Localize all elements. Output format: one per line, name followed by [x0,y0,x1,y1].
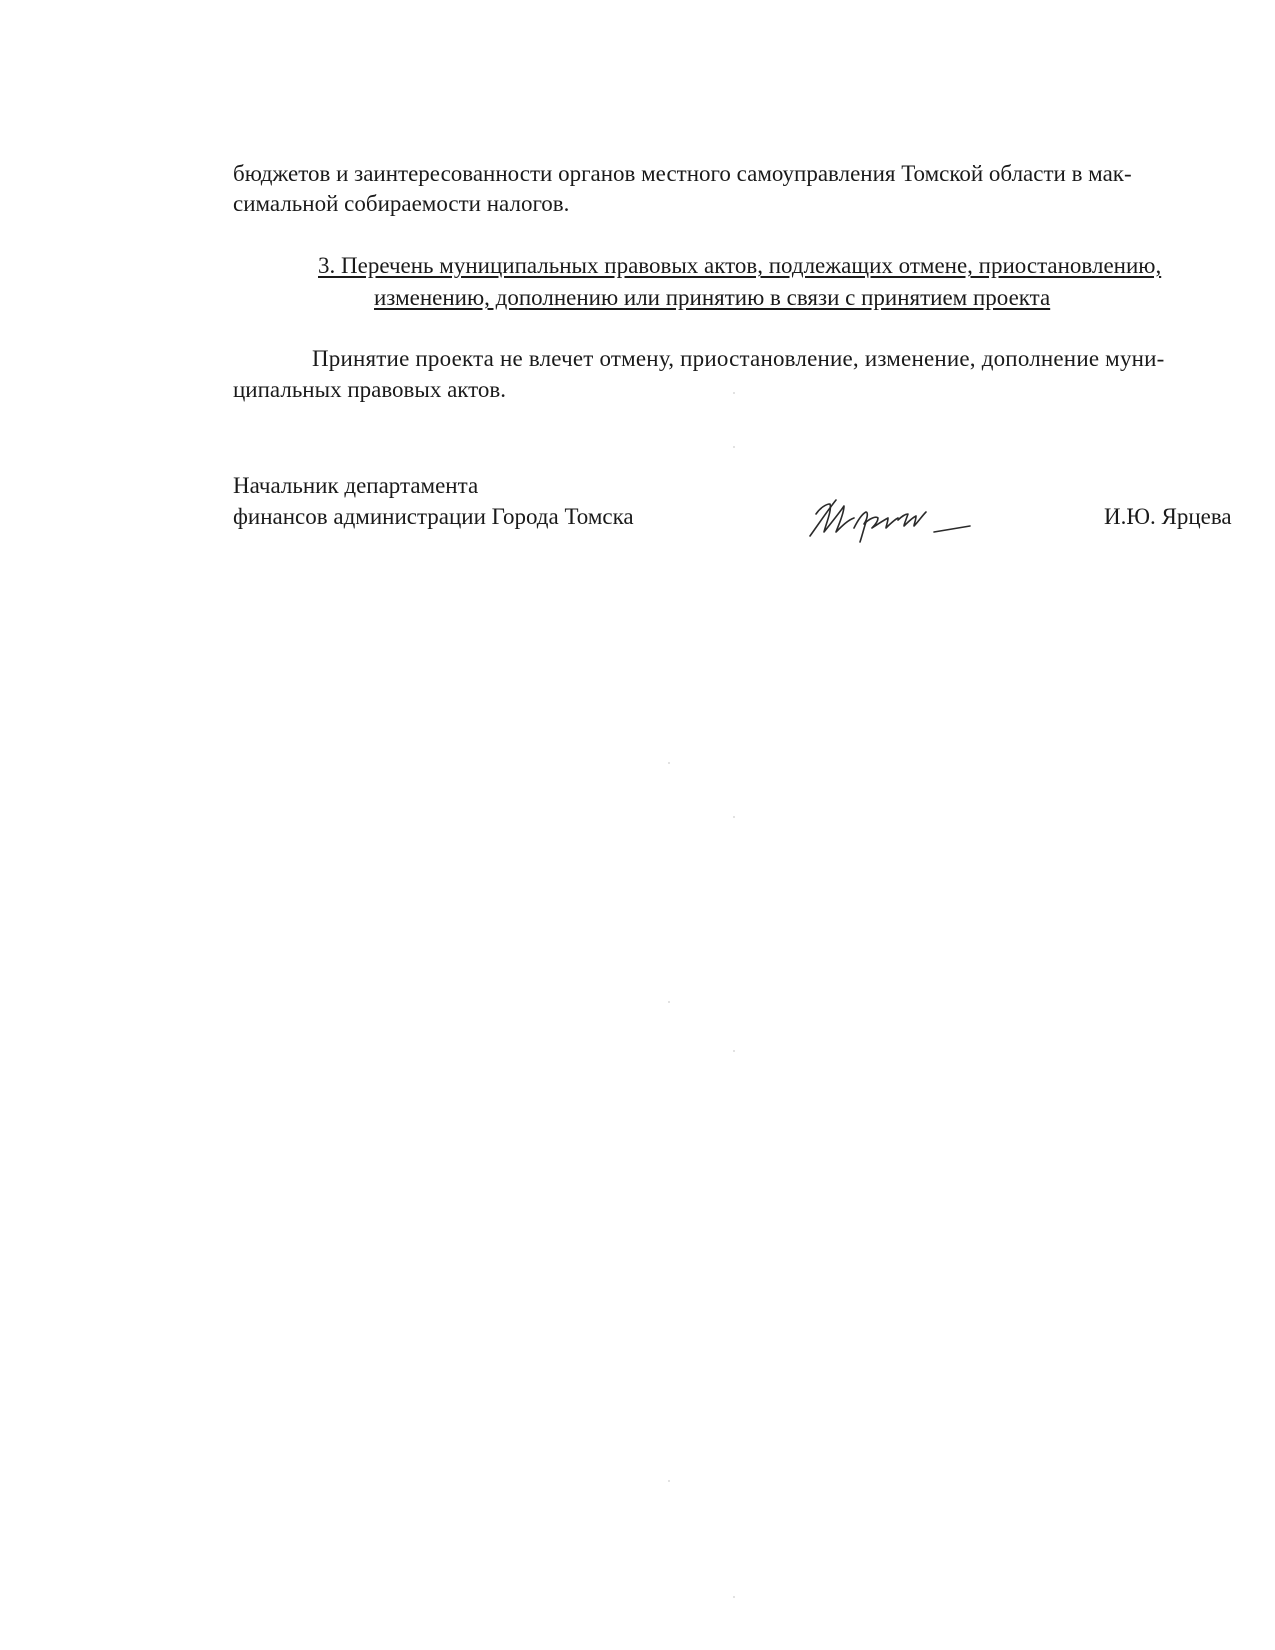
scan-speck [733,816,735,818]
signatory-position-line-2: финансов администрации Города Томска [233,504,634,529]
signatory-name: И.Ю. Ярцева [1104,504,1232,529]
scan-speck [733,1050,735,1052]
paragraph-2-line-2: ципальных правовых актов. [233,377,507,402]
signatory-position-line-1: Начальник департамента [233,473,479,498]
paragraph-1-line-2: симальной собираемости налогов. [233,191,570,216]
scan-speck [733,392,735,394]
paragraph-1-line-1: бюджетов и заинтересованности органов местного самоуправления Томской области в мак- [233,161,1132,186]
section-3-heading-line-2: изменению, дополнению или принятию в связи с принятием проекта [374,285,1051,310]
scan-speck [733,446,735,448]
scan-speck [668,1480,670,1482]
handwritten-signature [806,492,976,544]
scan-speck [668,762,670,764]
paragraph-2-line-1: Принятие проекта не влечет отмену, приостановление, изменение, дополнение муни- [312,346,1165,371]
scan-speck [668,1001,670,1003]
scan-speck [733,1596,735,1598]
section-3-heading-line-1: 3. Перечень муниципальных правовых актов, подлежащих отмене, приостановлению, [318,253,1162,278]
